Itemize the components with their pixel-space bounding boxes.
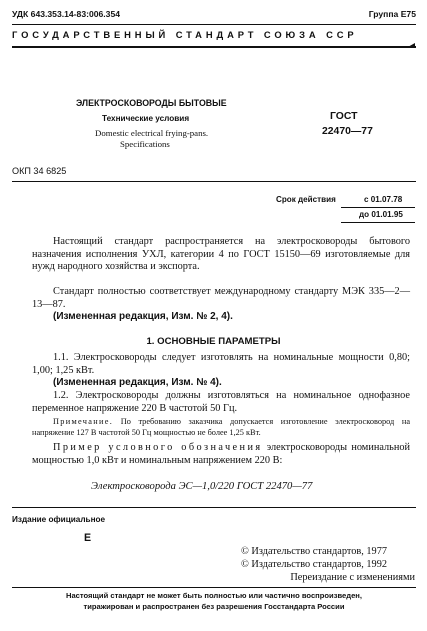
note-label: Примечание.: [53, 417, 114, 426]
header-bottom-rule: [12, 46, 416, 48]
footer-bottom-rule: [12, 587, 416, 588]
document-title: ЭЛЕКТРОСКОВОРОДЫ БЫТОВЫЕ: [76, 98, 227, 108]
clause-1-1: 1.1. Электросковороды следует изготовлять на номинальные мощности 0,80; 1,00; 1,25 кВт.: [32, 352, 410, 376]
clause-1-2: 1.2. Электросковороды должны изготовляться на номинальное однофазное переменное напряжение 220 В частотой 50 Гц.: [32, 390, 410, 414]
edition-mark: Е: [84, 532, 92, 544]
header-top-rule: [12, 24, 416, 25]
example-label: Пример условного обозначения: [53, 442, 263, 453]
note-paragraph: [32, 417, 410, 438]
reproduction-notice-line-1: Настоящий стандарт не может быть полностью или частично воспроизведен,: [65, 591, 363, 600]
note-text: По требованию заказчика допускается изготовление электросковород на напряжение 127 В частотой 50 Гц мощностью не более 1,25 кВт.: [32, 417, 410, 437]
group-code: Группа Е75: [368, 9, 416, 19]
english-title-line-2: Specifications: [120, 139, 170, 149]
document-subtitle: Технические условия: [102, 114, 190, 123]
copyright-1992: © Издательство стандартов, 1992: [241, 559, 387, 570]
okp-code: ОКП 34 6825: [12, 166, 67, 176]
validity-divider: [341, 207, 415, 208]
reissue-note: Переиздание с изменениями: [290, 572, 415, 583]
gost-label: ГОСТ: [330, 111, 358, 122]
okp-rule: [12, 181, 416, 182]
intro-amendment-note: (Измененная редакция, Изм. № 2, 4).: [53, 311, 233, 322]
example-text: электросковороды номинальной мощностью 1,0 кВт и номинальным напряжением 220 В:: [32, 442, 410, 466]
official-edition-label: Издание официальное: [12, 515, 106, 524]
rule-corner-mark: [406, 43, 415, 48]
footer-top-rule: [12, 507, 416, 508]
validity-label: Срок действия: [276, 195, 336, 204]
udk-code: УДК 643.353.14-83:006.354: [12, 9, 121, 19]
state-standard-banner: ГОСУДАРСТВЕННЫЙ СТАНДАРТ СОЮЗА ССР: [12, 29, 358, 40]
english-title-line-1: Domestic electrical frying-pans.: [95, 128, 209, 138]
clause-1-1-amendment: (Измененная редакция, Изм. № 4).: [53, 377, 222, 388]
reproduction-notice-line-2: тиражирован и распространен без разрешения Госстандарта России: [83, 602, 345, 611]
validity-underline: [341, 222, 415, 223]
copyright-1977: © Издательство стандартов, 1977: [241, 546, 387, 557]
designation-example: Электросковорода ЭС—1,0/220 ГОСТ 22470—77: [91, 481, 313, 492]
section-1-heading: 1. ОСНОВНЫЕ ПАРАМЕТРЫ: [146, 336, 281, 347]
compliance-paragraph: Стандарт полностью соответствует международному стандарту МЭК 335—2—13—87.: [32, 286, 410, 310]
example-paragraph: [32, 442, 410, 467]
scope-paragraph: Настоящий стандарт распространяется на электросковороды бытового назначения исполнения УХЛ, категории 4 по ГОСТ 15150—69 изготовляемые для нужд народного хозяйства и экспорта.: [32, 236, 410, 273]
validity-to: до 01.01.95: [359, 210, 403, 219]
validity-from: с 01.07.78: [364, 195, 403, 204]
gost-number: 22470—77: [322, 126, 373, 137]
